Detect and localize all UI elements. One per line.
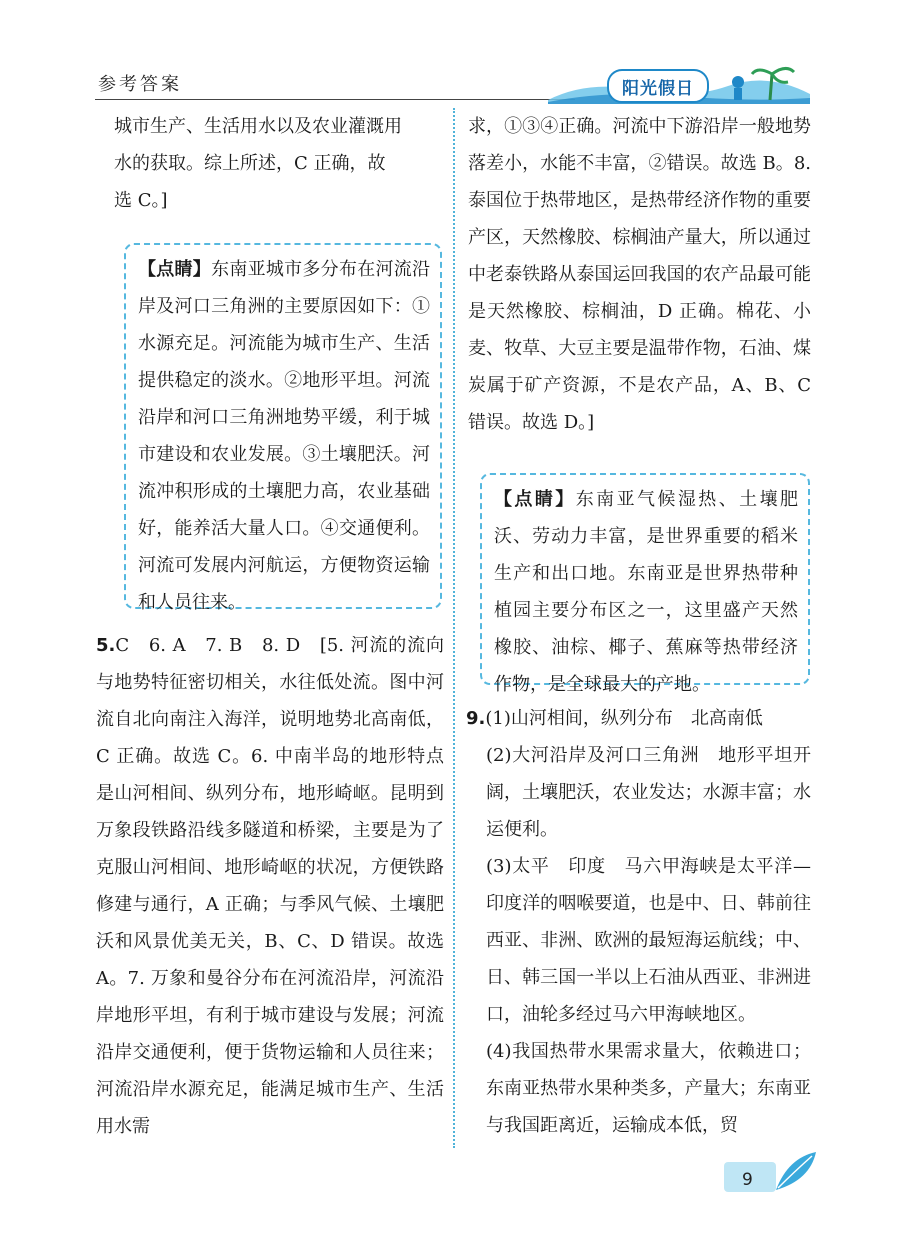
- q5-number: 5.: [96, 635, 116, 656]
- question-5-8: [96, 627, 444, 1145]
- left-column: [114, 108, 444, 219]
- left-intro-line: 城市生产、生活用水以及农业灌溉用: [114, 116, 402, 137]
- q9-part-1-text: (1)山河相间，纵列分布 北高南低: [485, 708, 763, 729]
- page-number: 9: [742, 1170, 753, 1190]
- q5-8-paragraph: [96, 627, 444, 1145]
- q9-number: 9.: [466, 708, 486, 729]
- tip-tag: 【点睛】: [494, 489, 576, 510]
- leaf-icon: [718, 1150, 818, 1198]
- tip-box-left: [124, 243, 442, 613]
- tip-tag: 【点睛】: [138, 259, 212, 280]
- left-intro-line: 选 C。]: [114, 190, 168, 211]
- page-header: [0, 0, 905, 105]
- q9-part-2: (2)大河沿岸及河口三角洲 地形平坦开阔，土壤肥沃，农业发达；水源丰富；水运便利。: [486, 745, 811, 840]
- brand-label: 阳光假日: [607, 69, 709, 103]
- header-rule: [95, 99, 575, 100]
- left-intro-line: 水的获取。综上所述，C 正确，故: [114, 153, 386, 174]
- tip-left-text: 东南亚城市多分布在河流沿岸及河口三角洲的主要原因如下：①水源充足。河流能为城市生产、生活提供稳定的淡水。②地形平坦。河流沿岸和河口三角洲地势平缓，利于城市建设和农业发展。③土壤肥沃。河流冲积形成的土壤肥力高，农业基础好，能养活大量人口。④交通便利。河流可发展内河航运，方便物资运输和人员往来。: [138, 259, 431, 613]
- right-column: [468, 108, 811, 441]
- column-divider: [453, 108, 455, 1148]
- right-intro: 求，①③④正确。河流中下游沿岸一般地势落差小，水能不丰富，②错误。故选 B。8. 泰国位于热带地区，是热带经济作物的重要产区，天然橡胶、棕榈油产量大，所以通过中老泰铁路从泰国运回我国的农产品最可能是天然橡胶、棕榈油，D 正确。棉花、小麦、牧草、大豆主要是温带作物，石油、煤炭属于矿产资源，不是农产品，A、B、C 错误。故选 D。]: [468, 116, 811, 433]
- tip-left-paragraph: [138, 251, 430, 621]
- q9-part-1: [466, 700, 811, 737]
- tip-box-right: [480, 473, 810, 695]
- header-title: 参考答案: [98, 74, 182, 95]
- tip-right-text: 东南亚气候湿热、土壤肥沃、劳动力丰富，是世界重要的稻米生产和出口地。东南亚是世界热带种植园主要分布区之一，这里盛产天然橡胶、油棕、椰子、蕉麻等热带经济作物，是全球最大的产地。: [494, 489, 799, 695]
- q9-part-4: (4)我国热带水果需求量大，依赖进口；东南亚热带水果种类多，产量大；东南亚与我国距离近，运输成本低，贸: [486, 1041, 811, 1136]
- tip-right-paragraph: [494, 481, 798, 703]
- question-9: [466, 700, 811, 1144]
- q9-part-3: (3)太平 印度 马六甲海峡是太平洋—印度洋的咽喉要道，也是中、日、韩前往西亚、非洲、欧洲的最短海运航线；中、日、韩三国一半以上石油从西亚、非洲进口，油轮多经过马六甲海峡地区。: [486, 856, 811, 1025]
- q5-8-text: C 6. A 7. B 8. D [5. 河流的流向与地势特征密切相关，水往低处流。图中河流自北向南注入海洋，说明地势北高南低，C 正确。故选 C。6. 中南半岛的地形特点是山河相间、纵列分布，地形崎岖。昆明到万象段铁路沿线多隧道和桥梁，主要是为了克服山河相间、地形崎岖的状况，方便铁路修建与通行，A 正确；与季风气候、土壤肥沃和风景优美无关，B、C、D 错误。故选 A。7. 万象和曼谷分布在河流沿岸，河流沿岸地形平坦，有利于城市建设与发展；河流沿岸交通便利，便于货物运输和人员往来；河流沿岸水源充足，能满足城市生产、生活用水需: [96, 635, 444, 1137]
